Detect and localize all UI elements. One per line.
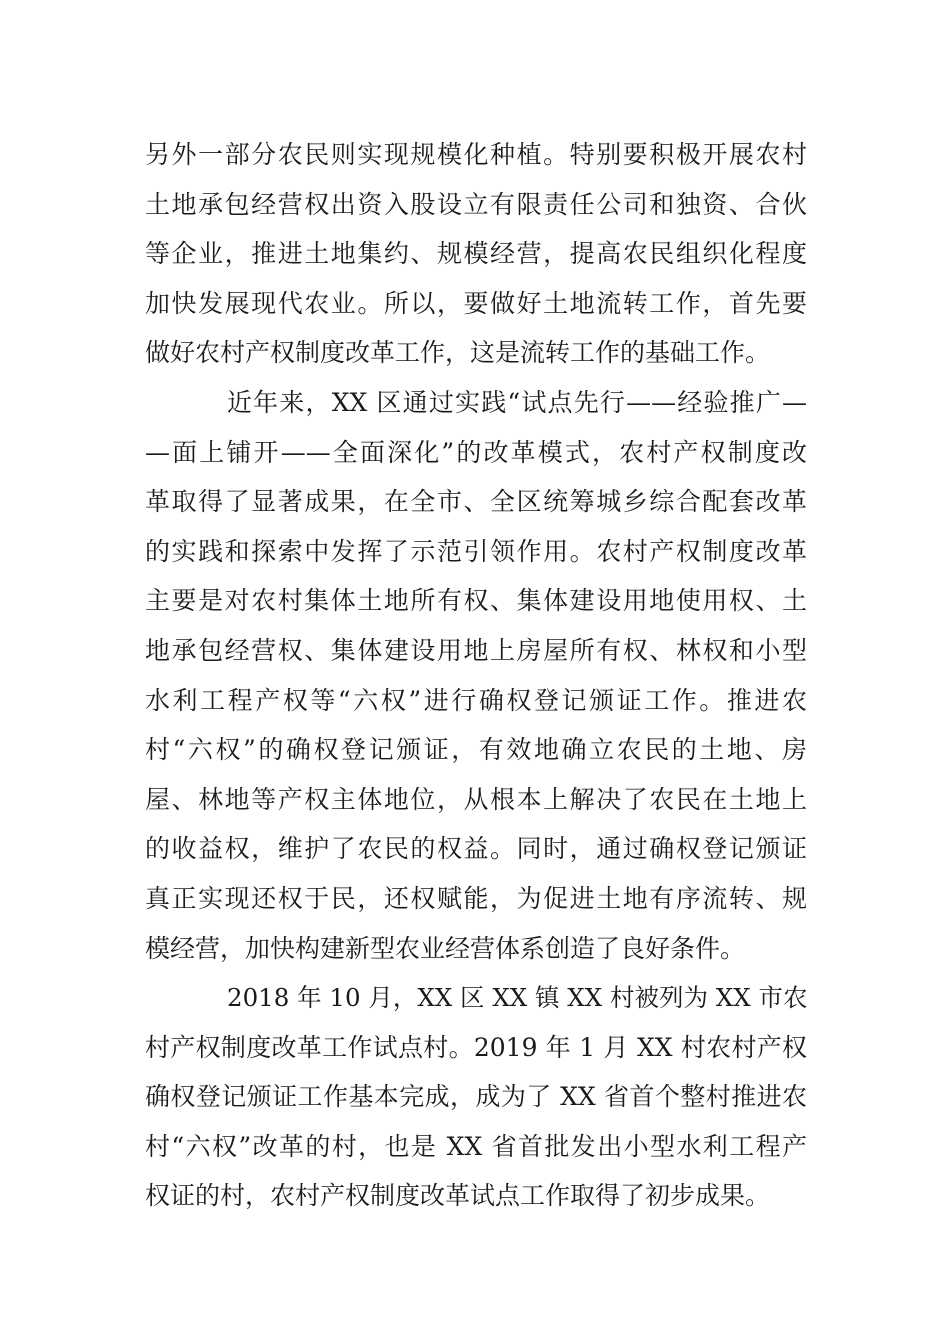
text-line: 屋、林地等产权主体地位，从根本上解决了农民在土地上 xyxy=(145,784,807,814)
paragraph-1 xyxy=(145,130,807,378)
paragraph-2 xyxy=(145,378,807,973)
text-line: 主要是对农村集体土地所有权、集体建设用地使用权、土 xyxy=(145,586,807,616)
text-line: 做好农村产权制度改革工作，这是流转工作的基础工作。 xyxy=(145,338,771,368)
text-line: 2018 年 10 月，XX 区 XX 镇 XX 村被列为 XX 市农 xyxy=(227,983,807,1013)
text-line: 模经营，加快构建新型农业经营体系创造了良好条件。 xyxy=(145,933,746,963)
text-line: 革取得了显著成果，在全市、全区统筹城乡综合配套改革 xyxy=(145,487,807,517)
text-line: —面上铺开——全面深化”的改革模式，农村产权制度改 xyxy=(145,437,807,467)
text-line: 的收益权，维护了农民的权益。同时，通过确权登记颁证 xyxy=(145,834,807,864)
paragraph-3 xyxy=(145,973,807,1221)
text-line: 地承包经营权、集体建设用地上房屋所有权、林权和小型 xyxy=(145,635,807,665)
text-line: 加快发展现代农业。所以，要做好土地流转工作，首先要 xyxy=(145,288,807,318)
text-line: 土地承包经营权出资入股设立有限责任公司和独资、合伙 xyxy=(145,189,807,219)
text-line: 村“六权”的确权登记颁证，有效地确立农民的土地、房 xyxy=(145,735,807,765)
text-line: 水利工程产权等“六权”进行确权登记颁证工作。推进农 xyxy=(145,685,807,715)
text-line: 的实践和探索中发挥了示范引领作用。农村产权制度改革 xyxy=(145,536,807,566)
text-line: 真正实现还权于民，还权赋能，为促进土地有序流转、规 xyxy=(145,883,807,913)
text-line: 等企业，推进土地集约、规模经营，提高农民组织化程度 xyxy=(145,239,807,269)
text-line: 另外一部分农民则实现规模化种植。特别要积极开展农村 xyxy=(145,140,807,169)
text-line: 村“六权”改革的村，也是 XX 省首批发出小型水利工程产 xyxy=(145,1131,807,1161)
text-line: 确权登记颁证工作基本完成，成为了 XX 省首个整村推进农 xyxy=(145,1082,807,1112)
text-line: 权证的村，农村产权制度改革试点工作取得了初步成果。 xyxy=(145,1181,771,1211)
text-line: 近年来，XX 区通过实践“试点先行——经验推广— xyxy=(227,387,807,417)
text-line: 村产权制度改革工作试点村。2019 年 1 月 XX 村农村产权 xyxy=(145,1032,807,1062)
document-body xyxy=(145,130,807,1221)
